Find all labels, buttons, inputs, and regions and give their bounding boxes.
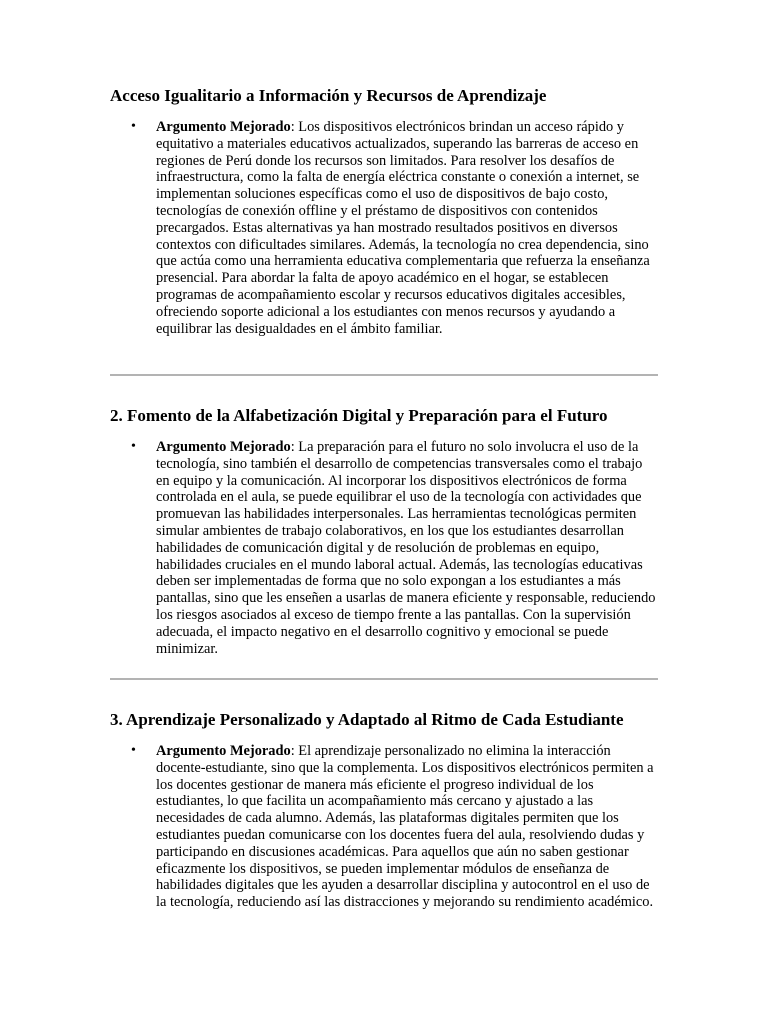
- argument-label: Argumento Mejorado: [156, 439, 291, 455]
- bullet-dot: •: [131, 119, 136, 134]
- label-separator: :: [290, 119, 295, 135]
- section-3-bullet-item: [110, 743, 658, 911]
- section-3-heading: 3. Aprendizaje Personalizado y Adaptado al Ritmo de Cada Estudiante: [110, 710, 624, 729]
- section-1-heading: Acceso Igualitario a Información y Recursos de Aprendizaje: [110, 86, 547, 105]
- bullet-dot: •: [131, 439, 136, 454]
- section-2: [110, 405, 658, 657]
- label-separator: :: [290, 439, 295, 455]
- label-separator: :: [290, 743, 295, 759]
- section-3: [110, 709, 658, 911]
- argument-text: El aprendizaje personalizado no elimina la interacción docente-estudiante, sino que la complementa. Los dispositivos electrónicos permiten a los docentes gestionar de manera más eficiente el progreso individual de los estudiantes, lo que facilita un acompañamiento más cercano y ajustado a las necesidades de cada alumno. Además, las plataformas digitales permiten que los estudiantes puedan comunicarse con los docentes fuera del aula, resolviendo dudas y participando en discusiones académicas. Para aquellos que aún no saben gestionar eficazmente los dispositivos, se pueden implementar módulos de enseñanza de habilidades digitales que les ayuden a desarrollar disciplina y autocontrol en el uso de la tecnología, reduciendo así las distracciones y mejorando su rendimiento académico.: [156, 743, 654, 911]
- argument-label: Argumento Mejorado: [156, 743, 291, 759]
- argument-text: La preparación para el futuro no solo involucra el uso de la tecnología, sino también el desarrollo de competencias transversales como el trabajo en equipo y la comunicación. Al incorporar los dispositivos electrónicos de forma controlada en el aula, se puede equilibrar el uso de la tecnología con actividades que promuevan las habilidades interpersonales. Las herramientas tecnológicas permiten simular ambientes de trabajo colaborativos, en los que los estudiantes desarrollan habilidades de comunicación digital y de resolución de problemas en equipo, habilidades cruciales en el mundo laboral actual. Además, las tecnologías educativas deben ser implementadas de forma que no solo expongan a los estudiantes a más pantallas, sino que les enseñen a usarlas de manera eficiente y responsable, reduciendo los riesgos asociados al exceso de tiempo frente a las pantallas. Con la supervisión adecuada, el impacto negativo en el desarrollo cognitivo y emocional se puede minimizar.: [156, 439, 656, 657]
- bullet-dot: •: [131, 743, 136, 758]
- argument-label: Argumento Mejorado: [156, 119, 291, 135]
- horizontal-divider: [110, 374, 658, 376]
- horizontal-divider: [110, 678, 658, 680]
- section-2-bullet-item: [110, 439, 658, 657]
- section-1: [110, 85, 658, 337]
- section-2-heading: 2. Fomento de la Alfabetización Digital y Preparación para el Futuro: [110, 406, 608, 425]
- argument-text: Los dispositivos electrónicos brindan un acceso rápido y equitativo a materiales educativos actualizados, superando las barreras de acceso en regiones de Perú donde los recursos son limitados. Para resolver los desafíos de infraestructura, como la falta de energía eléctrica constante o conexión a internet, se implementan soluciones específicas como el uso de dispositivos de bajo costo, tecnologías de conexión offline y el préstamo de dispositivos con contenidos precargados. Estas alternativas ya han mostrado resultados positivos en diversos contextos con dificultades similares. Además, la tecnología no crea dependencia, sino que actúa como una herramienta educativa complementaria que refuerza la enseñanza presencial. Para abordar la falta de apoyo académico en el hogar, se establecen programas de acompañamiento escolar y recursos educativos digitales accesibles, ofreciendo soporte adicional a los estudiantes con menos recursos y ayudando a equilibrar las desigualdades en el ámbito familiar.: [156, 119, 650, 337]
- section-1-bullet-item: [110, 119, 658, 337]
